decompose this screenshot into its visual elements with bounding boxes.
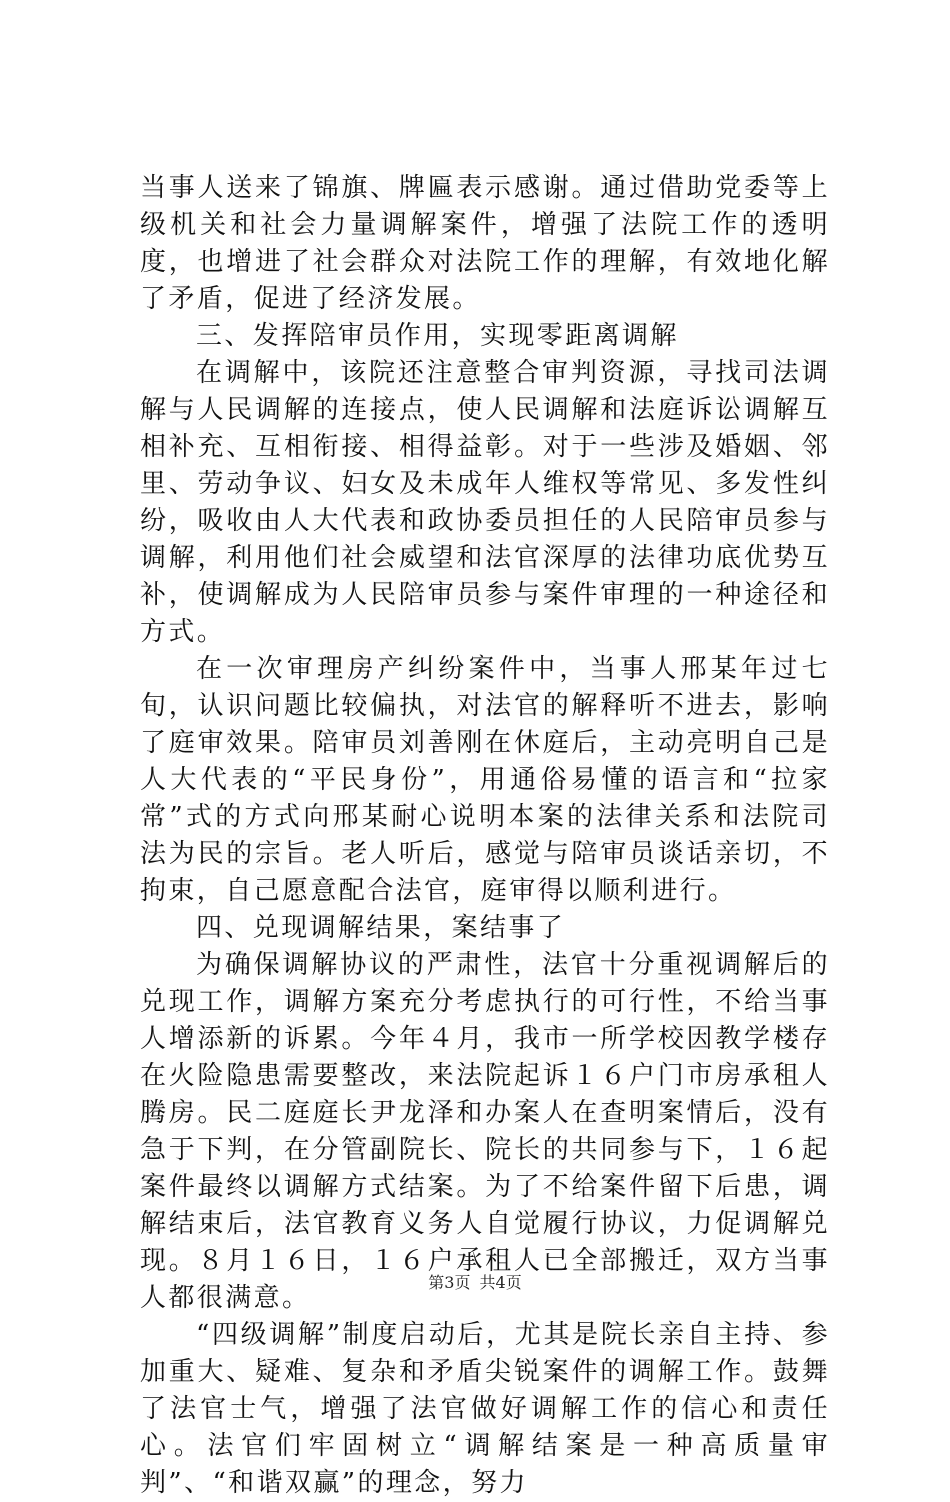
page-footer bbox=[0, 1270, 950, 1293]
paragraph: 在一次审理房产纠纷案件中，当事人邢某年过七旬，认识问题比较偏执，对法官的解释听不进去，影响了庭审效果。陪审员刘善刚在休庭后，主动亮明自己是人大代表的“平民身份”，用通俗易懂的语言和“拉家常”式的方式向邢某耐心说明本案的法律关系和法院司法为民的宗旨。老人听后，感觉与陪审员谈话亲切，不拘束，自己愿意配合法官，庭审得以顺利进行。 bbox=[140, 654, 830, 906]
section-heading-4: 四、兑现调解结果，案结事了 bbox=[196, 913, 566, 943]
section-heading-3: 三、发挥陪审员作用，实现零距离调解 bbox=[196, 321, 679, 351]
paragraph-continuation: 当事人送来了锦旗、牌匾表示感谢。通过借助党委等上级机关和社会力量调解案件，增强了法院工作的透明度，也增进了社会群众对法院工作的理解，有效地化解了矛盾，促进了经济发展。 bbox=[140, 173, 830, 314]
paragraph: 为确保调解协议的严肃性，法官十分重视调解后的兑现工作，调解方案充分考虑执行的可行性，不给当事人增添新的诉累。今年４月，我市一所学校因教学楼存在火险隐患需要整改，来法院起诉１６户门市房承租人腾房。民二庭庭长尹龙泽和办案人在查明案情后，没有急于下判，在分管副院长、院长的共同参与下，１６起案件最终以调解方式结案。为了不给案件留下后患，调解结束后，法官教育义务人自觉履行协议，力促调解兑现。８月１６日，１６户承租人已全部搬迁，双方当事人都很满意。 bbox=[140, 950, 830, 1313]
paragraph: “四级调解”制度启动后，尤其是院长亲自主持、参加重大、疑难、复杂和矛盾尖锐案件的调解工作。鼓舞了法官士气，增强了法官做好调解工作的信心和责任心。法官们牢固树立“调解结案是一种高质量审判”、“和谐双赢”的理念，努力 bbox=[140, 1320, 830, 1498]
page-number: 第3页 bbox=[428, 1273, 471, 1292]
document-body bbox=[140, 170, 830, 1502]
page-total: 共4页 bbox=[479, 1273, 522, 1292]
paragraph: 在调解中，该院还注意整合审判资源，寻找司法调解与人民调解的连接点，使人民调解和法庭诉讼调解互相补充、互相衔接、相得益彰。对于一些涉及婚姻、邻里、劳动争议、妇女及未成年人维权等常见、多发性纠纷，吸收由人大代表和政协委员担任的人民陪审员参与调解，利用他们社会威望和法官深厚的法律功底优势互补，使调解成为人民陪审员参与案件审理的一种途径和方式。 bbox=[140, 358, 830, 647]
